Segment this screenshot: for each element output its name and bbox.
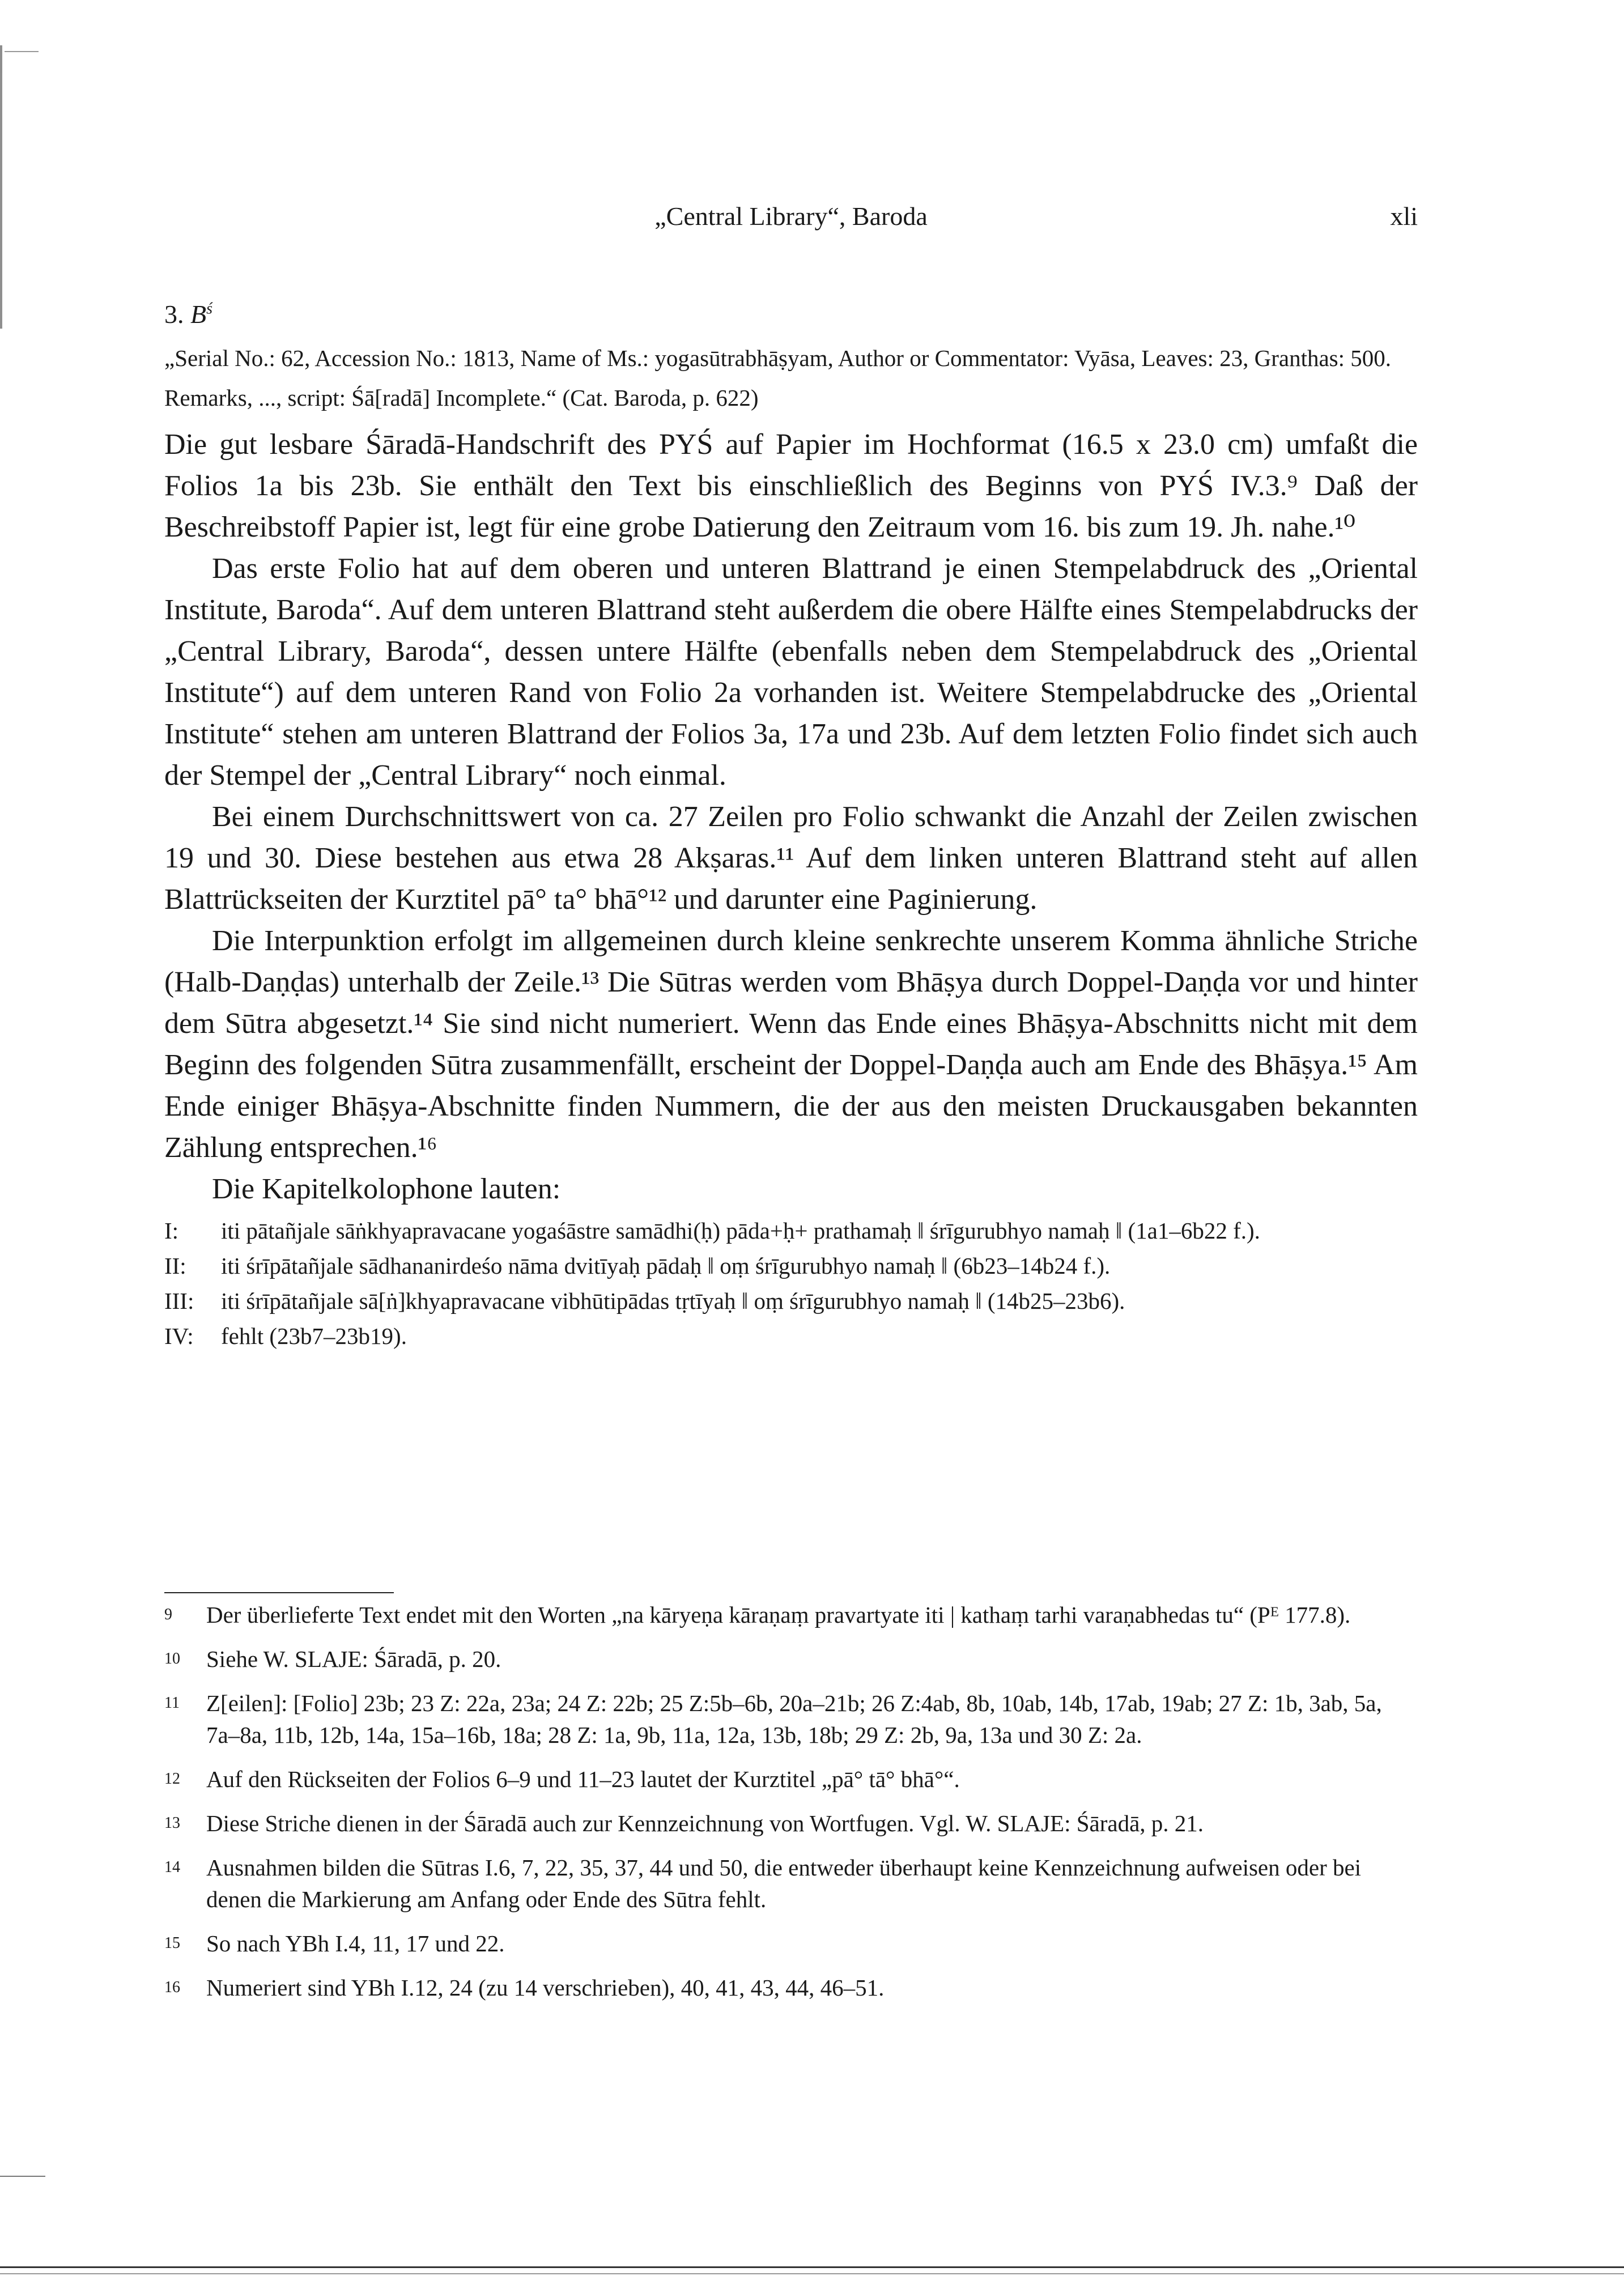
footnote-number: 9 <box>164 1606 172 1623</box>
binding-edge-mark <box>0 45 19 329</box>
footnote <box>164 1687 1418 1751</box>
catalog-quote: „Serial No.: 62, Accession No.: 1813, Name of Ms.: yogasūtrabhāṣyam, Author or Commentator: Vyāsa, Leaves: 23, Granthas: 500. Remarks, ..., script: Śā[radā] Incomplete.“ (Cat. Baroda, p. 622) <box>164 345 1392 411</box>
colophon-text: iti pātañjale sāṅkhyapravacane yogaśāstre samādhi(ḥ) pāda+ḥ+ prathamaḥ ‖ śrīgurubhyo namaḥ ‖ (1a1–6b22 f.). <box>221 1218 1260 1244</box>
colophon-label: IV: <box>164 1323 194 1349</box>
footnote-divider <box>164 1592 394 1593</box>
footnote-text: Ausnahmen bilden die Sūtras I.6, 7, 22, 35, 37, 44 und 50, die entweder überhaupt keine Kennzeichnung aufweisen oder bei denen die Markierung am Anfang oder Ende des Sūtra fehlt. <box>206 1854 1362 1912</box>
colophon-row <box>164 1249 1418 1282</box>
footnote-text: Der überlieferte Text endet mit den Worten „na kāryeṇa kāraṇaṃ pravartyate iti | kathaṃ tarhi varaṇabhedas tu“ (Pᴱ 177.8). <box>206 1602 1351 1628</box>
footnote-number: 11 <box>164 1694 180 1712</box>
colophon-list <box>164 1214 1418 1355</box>
entry-siglum-superscript: ś <box>206 300 213 318</box>
colophon-label: III: <box>164 1288 194 1314</box>
footnote-number: 15 <box>164 1934 180 1952</box>
paragraph: Das erste Folio hat auf dem oberen und unteren Blattrand je einen Stempelabdruck des „Oriental Institute, Baroda“. Auf dem unteren Blattrand steht außerdem die obere Hälfte eines Stempelabdrucks der „Central Library, Baroda“, dessen untere Hälfte (ebenfalls neben dem Stempelabdruck des „Oriental Institute“) auf dem unteren Rand von Folio 2a vorhanden ist. Weitere Stempelabdrucke des „Oriental Institute“ stehen am unteren Blattrand der Folios 3a, 17a und 23b. Auf dem letzten Folio findet sich auch der Stempel der „Central Library“ noch einmal. <box>164 552 1418 792</box>
footnote-text: Z[eilen]: [Folio] 23b; 23 Z: 22a, 23a; 24 Z: 22b; 25 Z:5b–6b, 20a–21b; 26 Z:4ab, 8b, 10ab, 14b, 17ab, 19ab; 27 Z: 1b, 3ab, 5a, 7a–8a, 11b, 12b, 14a, 15a–16b, 18a; 28 Z: 1a, 9b, 11a, 12a, 13b, 18b; 29 Z: 2b, 9a, 13a und 30 Z: 2a. <box>206 1690 1382 1748</box>
paragraph: Die Kapitelkolophone lauten: <box>212 1173 561 1205</box>
colophon-row <box>164 1214 1418 1247</box>
colophon-label: II: <box>164 1253 186 1279</box>
footnote-number: 10 <box>164 1650 180 1667</box>
footnote-text: Auf den Rückseiten der Folios 6–9 und 11–23 lautet der Kurztitel „pā° tā° bhā°“. <box>206 1766 960 1792</box>
paragraph: Die Interpunktion erfolgt im allgemeinen durch kleine senkrechte unserem Komma ähnliche Striche (Halb-Daṇḍas) unterhalb der Zeile.¹³ Die Sūtras werden vom Bhāṣya durch Doppel-Daṇḍa vor und hinter dem Sūtra abgesetzt.¹⁴ Sie sind nicht numeriert. Wenn das Ende eines Bhāṣya-Abschnitts nicht mit dem Beginn des folgenden Sūtra zusammenfällt, erscheint der Doppel-Daṇḍa auch am Ende des Bhāṣya.¹⁵ Am Ende einiger Bhāṣya-Abschnitte finden Nummern, die der aus den meisten Druckausgaben bekannten Zählung entsprechen.¹⁶ <box>164 925 1418 1164</box>
footnote-list <box>164 1599 1418 2016</box>
scan-bottom-edge-secondary <box>0 2273 1624 2274</box>
running-header <box>164 201 1418 241</box>
footnote <box>164 1972 1418 2003</box>
page-number: xli <box>1390 202 1418 231</box>
footnote <box>164 1807 1418 1839</box>
scan-artifact-line <box>0 2176 45 2177</box>
footnote-number: 13 <box>164 1814 180 1832</box>
footnote-number: 12 <box>164 1770 180 1788</box>
paragraph: Die gut lesbare Śāradā-Handschrift des PYŚ auf Papier im Hochformat (16.5 x 23.0 cm) umfaßt die Folios 1a bis 23b. Sie enthält den Text bis einschließlich des Beginns von PYŚ IV.3.⁹ Daß der Beschreibstoff Papier ist, legt für eine grobe Datierung den Zeitraum vom 16. bis zum 19. Jh. nahe.¹⁰ <box>164 428 1418 543</box>
footnote-text: Siehe W. SLAJE: Śāradā, p. 20. <box>206 1646 501 1672</box>
colophon-text: iti śrīpātañjale sā[ṅ]khyapravacane vibhūtipādas tṛtīyaḥ ‖ oṃ śrīgurubhyo namaḥ ‖ (14b25–23b6). <box>221 1288 1125 1314</box>
entry-number: 3. <box>164 300 184 329</box>
footnote-text: Diese Striche dienen in der Śāradā auch zur Kennzeichnung von Wortfugen. Vgl. W. SLAJE: Śāradā, p. 21. <box>206 1810 1204 1836</box>
colophon-row <box>164 1320 1418 1352</box>
header-title: „Central Library“, Baroda <box>654 202 928 231</box>
footnote-text: So nach YBh I.4, 11, 17 und 22. <box>206 1930 505 1956</box>
footnote <box>164 1643 1418 1675</box>
footnote <box>164 1852 1418 1915</box>
colophon-text: fehlt (23b7–23b19). <box>221 1323 407 1349</box>
body-text <box>164 424 1418 1210</box>
scan-bottom-edge <box>0 2266 1624 2268</box>
manuscript-entry-heading <box>164 299 212 329</box>
colophon-text: iti śrīpātañjale sādhananirdeśo nāma dvitīyaḥ pādaḥ ‖ oṃ śrīgurubhyo namaḥ ‖ (6b23–14b24 f.). <box>221 1253 1111 1279</box>
footnote <box>164 1599 1418 1631</box>
footnote-number: 16 <box>164 1979 180 1996</box>
footnote <box>164 1928 1418 1959</box>
footnote <box>164 1763 1418 1795</box>
paragraph: Bei einem Durchschnittswert von ca. 27 Zeilen pro Folio schwankt die Anzahl der Zeilen zwischen 19 und 30. Diese bestehen aus etwa 28 Akṣaras.¹¹ Auf dem linken unteren Blattrand steht auf allen Blattrückseiten der Kurztitel pā° ta° bhā°¹² und darunter eine Paginierung. <box>164 801 1418 916</box>
footnote-number: 14 <box>164 1858 180 1876</box>
colophon-row <box>164 1284 1418 1317</box>
colophon-label: I: <box>164 1218 179 1244</box>
entry-siglum: B <box>190 300 207 329</box>
footnote-text: Numeriert sind YBh I.12, 24 (zu 14 verschrieben), 40, 41, 43, 44, 46–51. <box>206 1975 885 2001</box>
